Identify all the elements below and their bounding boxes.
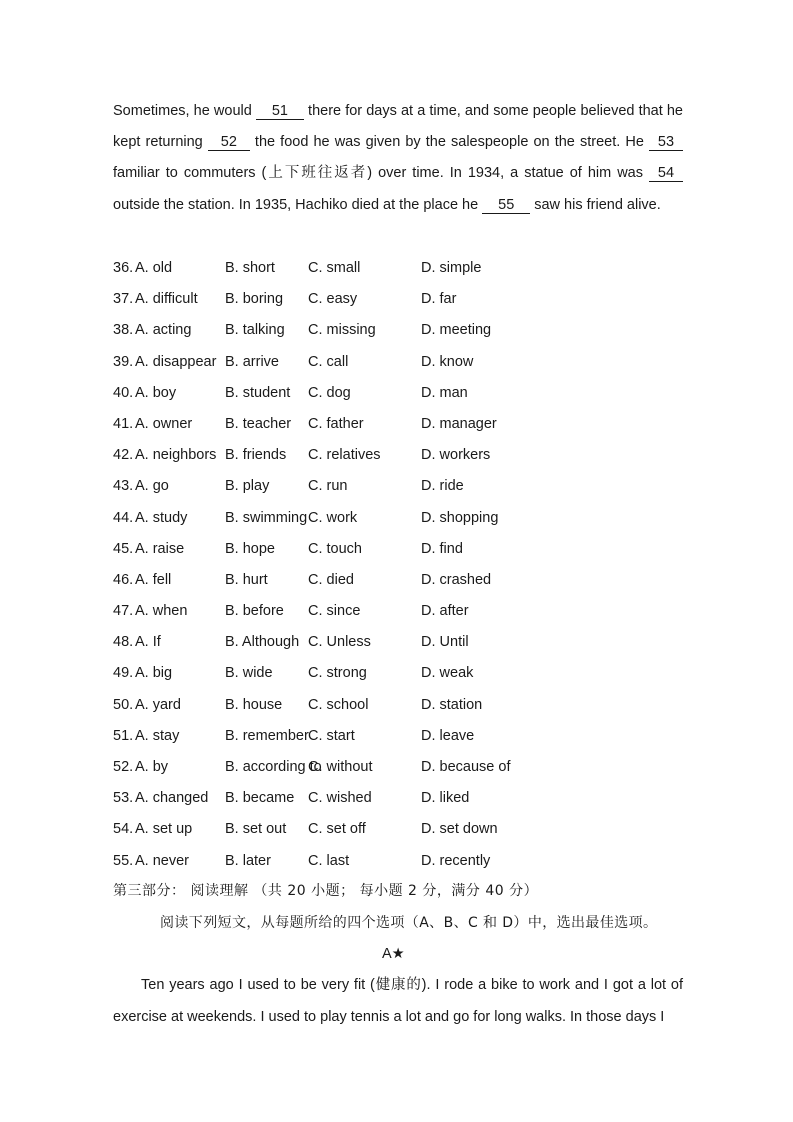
reading-passage <box>113 970 683 1033</box>
question-number: 43. <box>113 478 134 495</box>
option-c: C. since <box>308 603 361 620</box>
option-c: C. relatives <box>308 447 381 464</box>
option-a: A. stay <box>135 727 180 744</box>
paragraph-text: the food he was given by the salespeople on the street. He <box>249 134 649 151</box>
option-d: D. crashed <box>421 571 492 588</box>
option-a: A. never <box>135 852 189 869</box>
option-c: C. touch <box>308 540 362 557</box>
paragraph-text: familiar to commuters (上下班往返者) over time. In 1934, a statue of him was <box>113 165 649 182</box>
question-number: 54. <box>113 821 134 838</box>
question-number: 42. <box>113 447 134 464</box>
option-c: C. work <box>308 509 358 526</box>
question-number: 47. <box>113 603 134 620</box>
question-number: 40. <box>113 384 134 401</box>
option-c: C. strong <box>308 665 367 682</box>
option-c: C. missing <box>308 322 376 339</box>
blank-51: 51 <box>256 103 304 120</box>
option-a: A. big <box>135 665 173 682</box>
option-a: A. raise <box>135 540 185 557</box>
option-c: C. died <box>308 571 354 588</box>
paragraph-text: there for days at a time, and some people believed that he kept returning <box>113 103 684 151</box>
option-b: B. became <box>225 790 295 807</box>
question-number: 55. <box>113 852 134 869</box>
option-a: A. If <box>135 634 161 651</box>
option-a: A. fell <box>135 571 172 588</box>
blank-53: 53 <box>649 134 683 151</box>
question-number: 46. <box>113 571 134 588</box>
option-d: D. man <box>421 384 468 401</box>
option-d: D. far <box>421 291 457 308</box>
option-a: A. when <box>135 603 188 620</box>
option-d: D. workers <box>421 447 491 464</box>
option-c: C. small <box>308 260 361 276</box>
option-a: A. set up <box>135 821 193 838</box>
option-c: C. Unless <box>308 634 371 651</box>
option-c: C. easy <box>308 291 358 308</box>
option-b: B. according to <box>225 759 322 775</box>
option-c: C. school <box>308 696 369 713</box>
cloze-paragraph-end <box>113 96 683 221</box>
option-a: A. acting <box>135 322 192 339</box>
option-a: A. neighbors <box>135 447 217 464</box>
option-b: B. later <box>225 852 271 869</box>
option-b: B. play <box>225 478 270 495</box>
section-instruction: 阅读下列短文，从每题所给的四个选项（A、B、C 和 D）中，选出最佳选项。 <box>160 915 658 931</box>
option-b: B. friends <box>225 447 287 464</box>
question-number: 51. <box>113 727 134 744</box>
question-number: 48. <box>113 634 134 651</box>
option-d: D. ride <box>421 478 464 495</box>
option-b: B. wide <box>225 665 273 682</box>
option-b: B. Although <box>225 634 300 651</box>
passage-text: Ten years ago I used to be very fit (健康的). I rode a bike to work and I got a lot of exercise at weekends. I used to play tennis a lot and go for long walks. In those days I <box>113 977 683 1025</box>
option-b: B. hope <box>225 540 275 557</box>
question-number: 37. <box>113 291 134 308</box>
option-b: B. student <box>225 384 291 401</box>
question-number: 39. <box>113 353 134 370</box>
option-d: D. after <box>421 603 469 620</box>
option-c: C. without <box>308 759 373 775</box>
option-c: C. run <box>308 478 348 495</box>
option-b: B. hurt <box>225 571 268 588</box>
option-d: D. because of <box>421 759 511 775</box>
option-a: A. boy <box>135 384 177 401</box>
option-b: B. arrive <box>225 353 279 370</box>
option-a: A. difficult <box>135 291 198 308</box>
option-b: B. remember <box>225 727 309 744</box>
option-b: B. before <box>225 603 284 620</box>
option-c: C. set off <box>308 821 366 838</box>
option-c: C. dog <box>308 384 351 401</box>
option-d: D. find <box>421 540 463 557</box>
question-number: 41. <box>113 415 134 432</box>
option-b: B. teacher <box>225 415 292 432</box>
option-c: C. wished <box>308 790 372 807</box>
option-c: C. call <box>308 353 349 370</box>
option-b: B. talking <box>225 322 285 339</box>
option-d: D. know <box>421 353 474 370</box>
option-a: A. changed <box>135 790 209 807</box>
blank-55: 55 <box>482 197 530 214</box>
paragraph-text: Sometimes, he would <box>113 103 256 119</box>
option-d: D. liked <box>421 790 470 807</box>
option-a: A. old <box>135 260 173 276</box>
option-a: A. go <box>135 478 169 495</box>
option-d: D. meeting <box>421 322 492 339</box>
option-a: A. yard <box>135 696 181 713</box>
question-number: 45. <box>113 540 134 557</box>
option-a: A. by <box>135 759 169 775</box>
option-d: D. station <box>421 696 483 713</box>
option-c: C. last <box>308 852 350 869</box>
option-a: A. study <box>135 509 188 526</box>
option-d: D. set down <box>421 821 498 838</box>
option-b: B. house <box>225 696 283 713</box>
passage-label: A★ <box>382 946 405 962</box>
blank-52: 52 <box>208 134 250 151</box>
option-b: B. boring <box>225 291 284 308</box>
paragraph-text: saw his friend alive. <box>530 196 661 213</box>
question-number: 49. <box>113 665 134 682</box>
option-d: D. shopping <box>421 509 499 526</box>
option-d: D. weak <box>421 665 474 682</box>
option-c: C. start <box>308 727 355 744</box>
blank-54: 54 <box>649 165 683 182</box>
question-number: 44. <box>113 509 134 526</box>
option-b: B. swimming <box>225 509 308 526</box>
option-b: B. short <box>225 260 275 276</box>
option-d: D. recently <box>421 852 491 869</box>
option-d: D. leave <box>421 727 475 744</box>
question-number: 38. <box>113 322 134 339</box>
paragraph-text: outside the station. In 1935, Hachiko died at the place he <box>113 196 483 213</box>
option-a: A. disappear <box>135 353 217 370</box>
question-number: 53. <box>113 790 134 807</box>
option-d: D. manager <box>421 415 497 432</box>
question-number: 50. <box>113 696 134 713</box>
question-number: 52. <box>113 759 134 775</box>
section-title: 第三部分： 阅读理解 （共 20 小题； 每小题 2 分，满分 40 分） <box>113 883 539 899</box>
question-number: 36. <box>113 260 134 276</box>
option-b: B. set out <box>225 821 287 838</box>
option-d: D. simple <box>421 260 482 276</box>
option-c: C. father <box>308 415 364 432</box>
option-a: A. owner <box>135 415 193 432</box>
option-d: D. Until <box>421 634 469 651</box>
